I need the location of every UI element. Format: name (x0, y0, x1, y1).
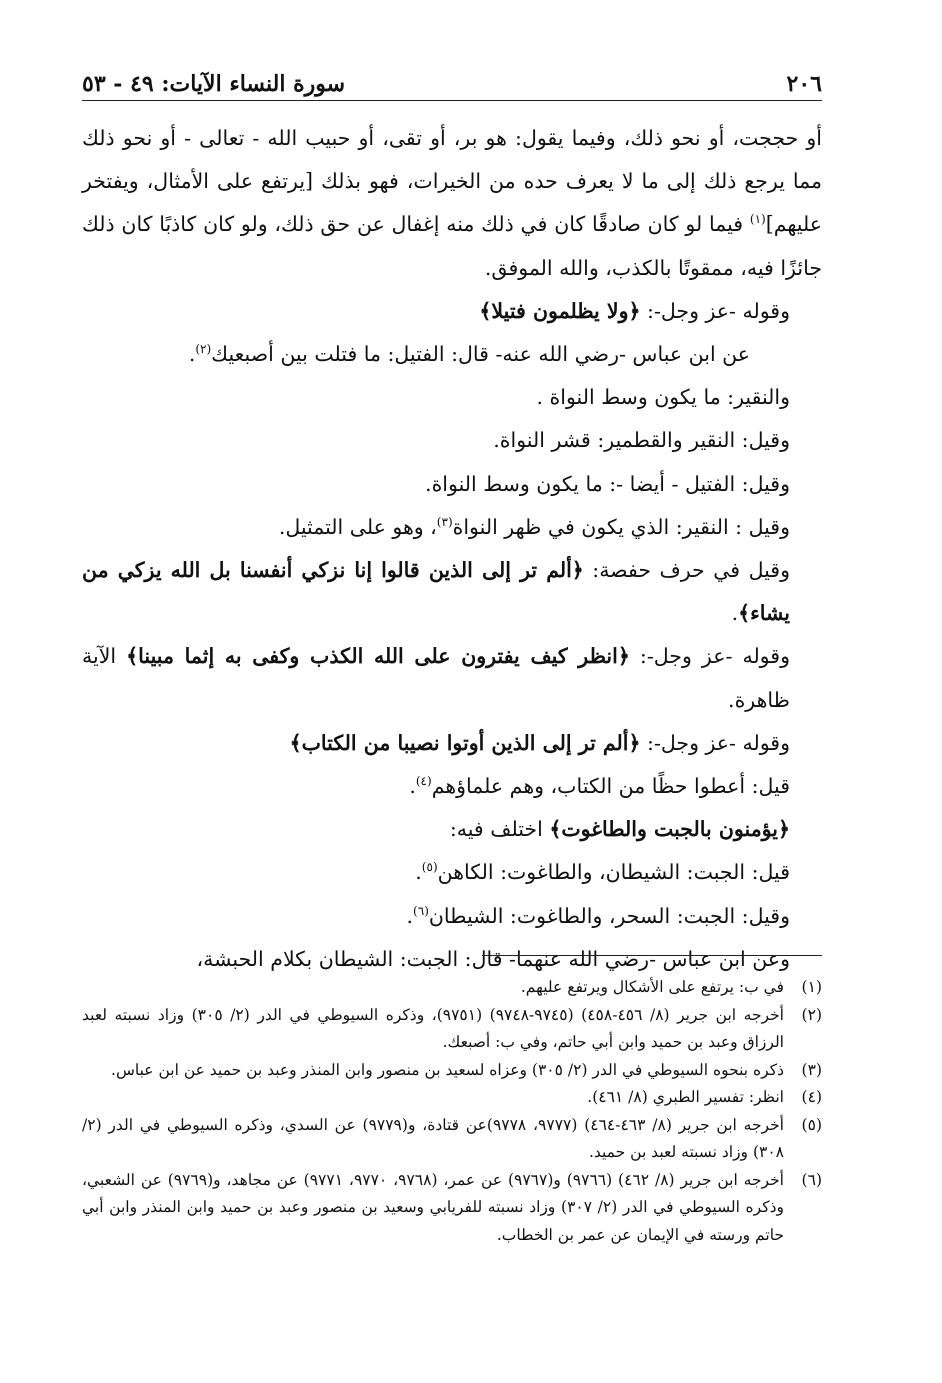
footnote-text: انظر: تفسير الطبري (٨/ ٤٦١). (587, 1088, 784, 1106)
paragraph: وقيل في حرف حفصة: ﴿ألم تر إلى الذين قالوا إنا نزكي أنفسنا بل الله يزكي من يشاء﴾. (82, 558, 790, 626)
paragraph: وقوله -عز وجل-: ﴿انظر كيف يفترون على الله الكذب وكفى به إثما مبينا﴾ الآية ظاهرة. (82, 644, 790, 712)
paragraph: قيل: الجبت: الشيطان، والطاغوت: الكاهن$^{(٥)}$. (415, 860, 790, 885)
paragraph: قيل: أعطوا حظًا من الكتاب، وهم علماؤهم$^{(٤)}$. (409, 774, 790, 799)
footnote-item (82, 1057, 822, 1085)
quran-verse: ﴿انظر كيف يفترون على الله الكذب وكفى به إثما مبينا﴾ (126, 644, 630, 669)
header-divider (82, 100, 822, 101)
footnote-item (82, 1167, 822, 1250)
footnote-text: أخرجه ابن جرير (٨/ ٤٦٣-٤٦٤) (٩٧٧٧، ٩٧٧٨)عن قتادة، و(٩٧٧٩) عن السدي، وذكره السيوطي في الدر (٢/ ٣٠٨) وزاد نسبته لعبد بن حميد. (82, 1115, 784, 1161)
footnote-divider (482, 955, 822, 956)
quran-verse: ﴿يؤمنون بالجبت والطاغوت﴾ (549, 817, 790, 842)
footnote-text: في ب: يرتفع على الأشكال ويرتفع عليهم. (520, 978, 784, 996)
paragraph: أو حججت، أو نحو ذلك، وفيما يقول: هو بر، أو تقى، أو حبيب الله - تعالى - أو نحو ذلك مما يرجع ذلك إلى ما لا يعرف حده من الخيرات، فهو بذلك [يرتفع على الأمثال، ويفتخر عليهم]$^{(١)}$ فيما لو كان صادقًا كان في ذلك منه إغفال عن حق ذلك، ولو كان كاذبًا كان ذلك جائزًا فيه، ممقوتًا بالكذب، والله الموفق. (82, 126, 822, 280)
paragraph: وقيل: الفتيل - أيضا -: ما يكون وسط النواة. (425, 471, 790, 496)
paragraph: وقيل: الجبت: السحر، والطاغوت: الشيطان$^{(٦)}$. (406, 903, 790, 928)
footnote-ref: (٦) (413, 903, 429, 918)
footnote-number: (١) (801, 978, 822, 996)
footnote-ref: (٤) (415, 774, 432, 789)
footnote-text: أخرجه ابن جرير (٨/ ٤٦٢) (٩٧٦٦) و(٩٧٦٧) عن عمر، (٩٧٦٨، ٩٧٧٠، ٩٧٧١) عن مجاهد، و(٩٧٦٩) عن الشعبي، وذكره السيوطي في الدر (٢/ ٣٠٧) وزاد نسبته للفريابي وسعيد بن منصور وعبد بن حميد وابن المنذر وابن أبي حاتم ورسته في الإيمان عن عمر بن الخطاب. (82, 1170, 784, 1244)
paragraph: ﴿يؤمنون بالجبت والطاغوت﴾ اختلف فيه: (449, 817, 790, 842)
footnote-text: ذكره بنحوه السيوطي في الدر (٢/ ٣٠٥) وعزاه لسعيد بن منصور وابن المنذر وعبد بن حميد عن ابن عباس. (111, 1060, 784, 1079)
footnote-number: (٢) (801, 1005, 822, 1024)
paragraph: والنقير: ما يكون وسط النواة . (536, 385, 790, 410)
footnote-ref: (١) (749, 212, 766, 227)
paragraph: وقيل : النقير: الذي يكون في ظهر النواة$^{(٣)}$، وهو على التمثيل. (278, 514, 790, 539)
footnotes (82, 974, 822, 1249)
footnote-item (82, 1002, 822, 1057)
footnote-item (82, 1084, 822, 1112)
footnote-text: أخرجه ابن جرير (٨/ ٤٥٦-٤٥٨) (٩٧٤٥-٩٧٤٨) (٩٧٥١)، وذكره السيوطي في الدر (٢/ ٣٠٥) وزاد نسبته لعبد الرزاق وعبد بن حميد وابن أبي حاتم، وفي ب: أصبعك. (82, 1005, 784, 1051)
footnote-item (82, 974, 822, 1002)
page-number: ٢٠٦ (786, 71, 822, 97)
paragraph: وقوله -عز وجل-: ﴿ألم تر إلى الذين أوتوا نصيبا من الكتاب﴾ (289, 730, 790, 755)
main-text (82, 117, 822, 981)
footnote-item (82, 1112, 822, 1167)
paragraph: عن ابن عباس -رضي الله عنه- قال: الفتيل: ما فتلت بين أصبعيك$^{(٢)}$. (188, 342, 750, 367)
footnote-number: (٥) (801, 1115, 822, 1134)
page-header (82, 58, 822, 98)
paragraph: وقوله -عز وجل-: ﴿ولا يظلمون فتيلا﴾ (479, 298, 790, 323)
quran-verse: ﴿ولا يظلمون فتيلا﴾ (479, 298, 641, 323)
footnote-number: (٣) (801, 1060, 822, 1079)
footnote-number: (٤) (801, 1088, 822, 1106)
footnote-number: (٦) (801, 1170, 822, 1189)
quran-verse: ﴿ألم تر إلى الذين قالوا إنا نزكي أنفسنا بل الله يزكي من يشاء﴾ (82, 558, 790, 626)
footnote-ref: (٥) (421, 860, 438, 875)
quran-verse: ﴿ألم تر إلى الذين أوتوا نصيبا من الكتاب﴾ (289, 730, 641, 755)
footnote-ref: (٢) (195, 342, 212, 357)
footnote-ref: (٣) (436, 515, 453, 529)
paragraph: وقيل: النقير والقطمير: قشر النواة. (493, 428, 790, 453)
paragraph: وعن ابن عباس -رضي الله عنهما- قال: الجبت: الشيطان بكلام الحبشة، (196, 946, 790, 971)
surah-title: سورة النساء الآيات: ٤٩ - ٥٣ (82, 71, 346, 97)
